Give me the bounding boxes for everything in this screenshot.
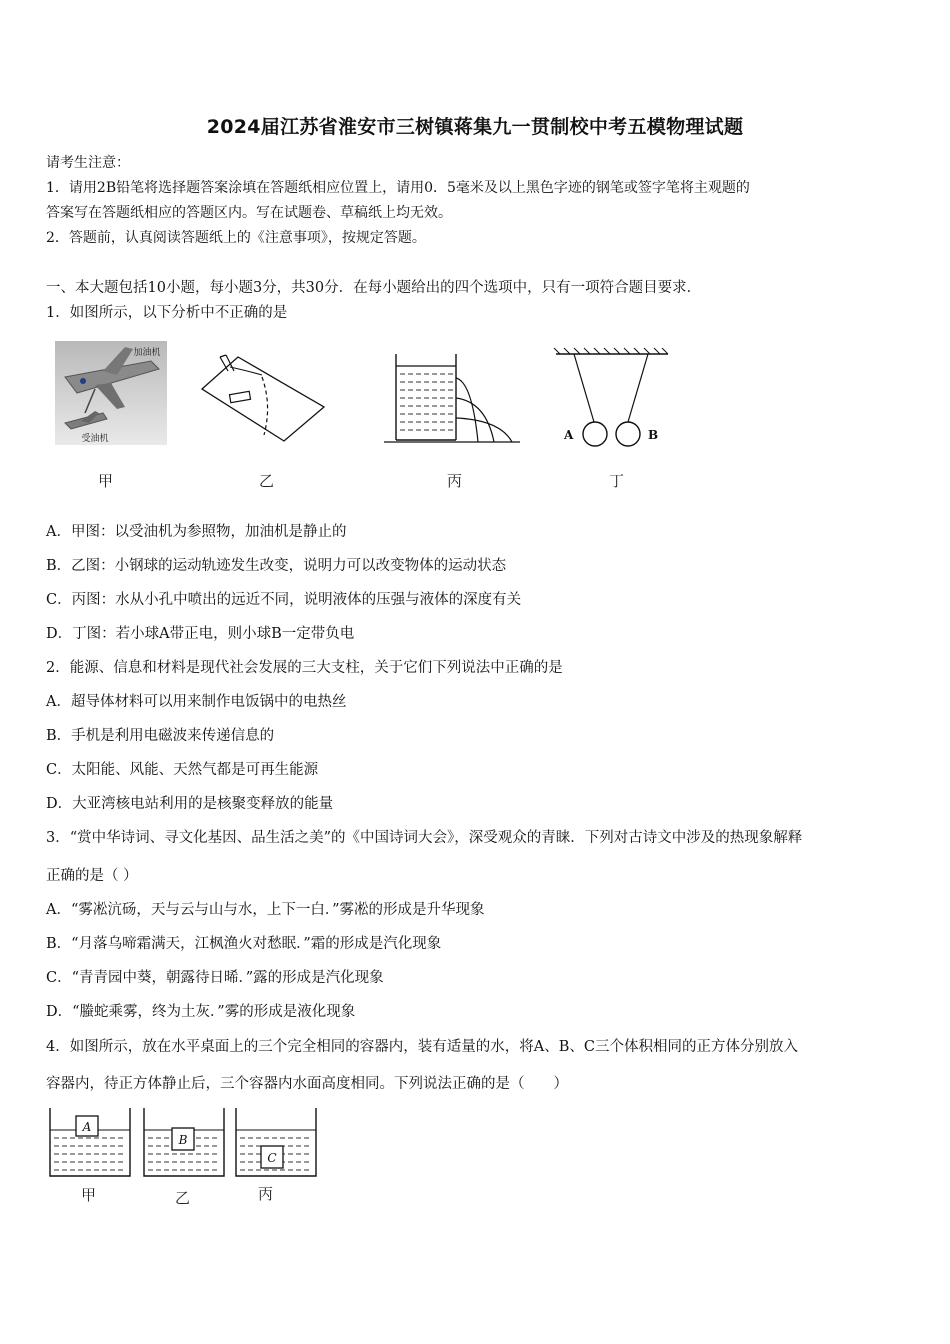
container-jia	[50, 1108, 130, 1176]
q2-option-d: D．大亚湾核电站利用的是核聚变释放的能量	[46, 796, 334, 812]
q1-option-a: A．甲图：以受油机为参照物，加油机是静止的	[46, 524, 347, 540]
q3-option-d: D．“螣蛇乘雾，终为土灰．”雾的形成是液化现象	[46, 1004, 356, 1020]
notice-item-2: 2．答题前，认真阅读答题纸上的《注意事项》，按规定答题。	[46, 230, 426, 246]
fig-caption-bing: 丙	[447, 472, 463, 490]
q3-option-c: C．“青青园中葵，朝露待日晞．”露的形成是汽化现象	[46, 970, 384, 986]
container-yi	[144, 1108, 224, 1176]
fig-caption-jia: 甲	[98, 472, 114, 490]
q3-stem-line1: 3．“赏中华诗词、寻文化基因、品生活之美”的《中国诗词大会》，深受观众的青睐．下列对古诗文中涉及的热现象解释	[46, 830, 803, 846]
q4-caption-yi: 乙	[175, 1189, 191, 1207]
q2-stem: 2．能源、信息和材料是现代社会发展的三大支柱，关于它们下列说法中正确的是	[46, 660, 563, 676]
fig-caption-ding: 丁	[609, 472, 625, 490]
refueling-photo	[55, 341, 167, 445]
q2-option-a: A．超导体材料可以用来制作电饭锅中的电热丝	[46, 694, 347, 710]
block-b-label: B	[178, 1133, 188, 1147]
q1-option-c: C．丙图：水从小孔中喷出的远近不同，说明液体的压强与液体的深度有关	[46, 592, 522, 608]
container-bing	[236, 1108, 316, 1176]
q4-stem-line1: 4．如图所示，放在水平桌面上的三个完全相同的容器内，装有适量的水，将A、B、C三个体积相同的正方体分别放入	[46, 1039, 798, 1055]
ball-b-label: B	[648, 428, 659, 442]
q3-option-a: A．“雾凇沆砀，天与云与山与水，上下一白．”雾凇的形成是升华现象	[46, 902, 485, 918]
q4-caption-bing: 丙	[258, 1185, 274, 1203]
ball-a-label: A	[564, 428, 574, 442]
section-heading: 一、本大题包括10小题，每小题3分，共30分．在每小题给出的四个选项中，只有一项符合题目要求．	[46, 280, 702, 296]
q2-option-c: C．太阳能、风能、天然气都是可再生能源	[46, 762, 319, 778]
notice-item-1b: 答案写在答题纸相应的答题区内。写在试题卷、草稿纸上均无效。	[46, 205, 452, 221]
three-containers-diagram	[46, 1104, 326, 1180]
q3-option-b: B．“月落乌啼霜满天，江枫渔火对愁眠．”霜的形成是汽化现象	[46, 936, 442, 952]
receiver-label: 受油机	[81, 434, 109, 444]
q4-caption-jia: 甲	[81, 1186, 97, 1204]
water-jets-diagram	[382, 348, 522, 446]
charged-balls-diagram	[552, 346, 672, 450]
fig-caption-yi: 乙	[259, 472, 275, 490]
tanker-label: 加油机	[133, 348, 161, 358]
q1-option-b: B．乙图：小钢球的运动轨迹发生改变，说明力可以改变物体的运动状态	[46, 558, 507, 574]
q1-stem: 1．如图所示，以下分析中不正确的是	[46, 305, 288, 321]
q4-stem-line2: 容器内，待正方体静止后，三个容器内水面高度相同。下列说法正确的是（ ）	[46, 1076, 568, 1092]
page-title: 2024届江苏省淮安市三树镇蒋集九一贯制校中考五模物理试题	[206, 116, 744, 138]
q1-option-d: D．丁图：若小球A带正电，则小球B一定带负电	[46, 626, 355, 642]
block-a-label: A	[82, 1120, 92, 1134]
steel-ball-diagram	[200, 345, 328, 445]
block-c-label: C	[267, 1151, 277, 1165]
notice-item-1a: 1．请用2B铅笔将选择题答案涂填在答题纸相应位置上，请用0．5毫米及以上黑色字迹的钢笔或签字笔将主观题的	[46, 180, 750, 196]
q3-stem-line2: 正确的是（ ）	[46, 868, 138, 884]
notice-heading: 请考生注意：	[46, 155, 130, 171]
q2-option-b: B．手机是利用电磁波来传递信息的	[46, 728, 275, 744]
